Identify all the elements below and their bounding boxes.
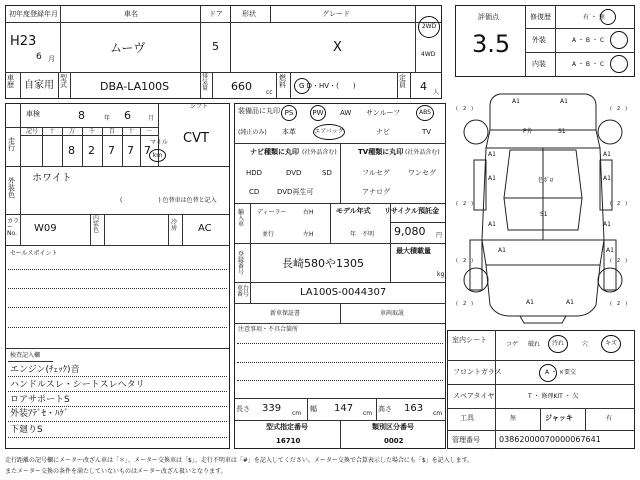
equip-airbag-circle: エアバック	[313, 124, 345, 140]
width-unit: cm	[363, 410, 373, 417]
inspector-note: ハンドルスレ・シートスレヘタリ	[10, 380, 145, 390]
insp-month: 6	[124, 109, 131, 122]
repair-opts: 有 ・ 無	[583, 14, 605, 21]
mile-label: マイル	[150, 139, 168, 146]
diag-paren: ( 2 )	[610, 201, 628, 207]
km-circle: km	[149, 149, 166, 162]
tv-sub: (社外品含む)	[405, 149, 440, 156]
sales-label: セールスポイント	[10, 250, 58, 257]
jack-value: 有	[606, 415, 613, 422]
mileage-digit: 2	[88, 144, 95, 157]
capacity-value: 4	[420, 80, 427, 93]
height-value: 163	[404, 403, 424, 414]
inspector-note: エンジン(ﾁｪｯｸ)音	[10, 365, 80, 375]
drive-4wd: 4WD	[421, 51, 436, 58]
navi-sub: (社外品含む)	[302, 149, 337, 156]
car-damage-diagram	[450, 90, 638, 326]
inspection-label: 車検	[26, 110, 40, 118]
vin-label: 車台番号	[237, 285, 250, 298]
disp-label: 排気量	[202, 73, 209, 92]
manual-label: 車両取説	[380, 310, 405, 317]
inspector-note: 外装ｱﾃﾞｾ・ﾊｹﾞ	[10, 409, 69, 419]
diagram-mark: A1	[488, 175, 496, 182]
interior-label: 内装色	[93, 215, 100, 234]
rhd-option: 右H	[303, 209, 314, 216]
kg-unit: kg	[437, 271, 445, 278]
mgmt-value: 03862000070000067641	[499, 435, 601, 444]
equip-sub: (純正のみ)	[238, 129, 267, 136]
ac-label: 冷房	[171, 219, 178, 232]
first-reg-year: H23	[10, 34, 37, 49]
inspector-note: 下廻りS	[10, 425, 43, 435]
tv-label: TV種類に丸印	[358, 148, 404, 156]
color-change-note: ( ) 色替車は色替と記入	[120, 197, 217, 204]
spare-opts: T ・ 修理KIT ・ 欠	[528, 393, 579, 400]
navi-item: HDD	[246, 169, 263, 177]
capacity-unit: 人	[433, 89, 440, 96]
mileage-digit: 7	[144, 144, 151, 157]
footer-note-1: 走行距離の記号欄にメーター改ざん車は「＊」、メーター交換車は「$」、走行不明車は「#」を記入してください。メーター交換で合算表示した場合にも「$」を記入します。	[5, 457, 474, 464]
drive-2wd-circle: 2WD	[418, 16, 440, 38]
footer-note-2: またメーター交換の条件を満たしていないものはメーター改ざん扱いとなります。	[5, 468, 227, 475]
tv-item: ワンセグ	[408, 169, 436, 177]
diagram-mark: A1	[603, 175, 611, 182]
mileage-digit: 8	[68, 144, 75, 157]
mileage-digit: 7	[127, 144, 134, 157]
vin-value: LA100S-0044307	[300, 287, 387, 298]
seat-dirty-circle: 汚れ	[548, 335, 568, 353]
color-value: ホワイト	[32, 173, 72, 184]
width-value: 147	[334, 403, 354, 414]
digit-header: 記号	[26, 128, 39, 135]
equip-tv: TV	[422, 128, 432, 136]
caution-label: 注意事項・不具合箇所	[238, 326, 299, 333]
mileage-digit: 7	[108, 144, 115, 157]
diagram-mark: A1	[560, 98, 568, 105]
inspector-label: 検査記入欄	[10, 352, 41, 359]
int-grade-circle	[610, 55, 628, 73]
length-label: 長さ	[236, 405, 250, 413]
shift-label: シフト	[190, 103, 209, 110]
max-load-label: 最大積載量	[396, 247, 431, 255]
ext-label: 外装	[532, 36, 546, 44]
windshield-opts: A ・ ×要交	[545, 369, 576, 376]
recycle-label: リサイクル預託金	[384, 207, 440, 215]
digit-header: 百	[109, 128, 116, 135]
navi-item: CD	[249, 188, 260, 196]
shift-value: CVT	[183, 131, 209, 146]
height-unit: cm	[433, 410, 443, 417]
shape-label: 形状	[242, 10, 256, 18]
digit-header: 十	[128, 128, 135, 135]
fuel-options: G D・HV・( )	[299, 82, 356, 90]
fuel-label: 燃料	[279, 74, 286, 89]
diagram-mark: A1	[603, 221, 611, 228]
inspector-note: ロアサポートS	[10, 395, 70, 405]
year-unit: 年	[104, 115, 111, 122]
diagram-mark: A1	[526, 299, 534, 306]
diagram-mark: A1	[603, 151, 611, 158]
tv-item: フルセグ	[362, 169, 390, 177]
digit-header: 万	[69, 128, 76, 135]
equip-leather: 本革	[282, 128, 296, 136]
plate-label: 登録番号	[238, 251, 245, 276]
diag-paren: ( 2 )	[456, 201, 474, 207]
navi-item: SD	[322, 169, 332, 177]
diagram-mark: A1	[498, 247, 506, 254]
diag-paren: ( 2 )	[456, 301, 474, 307]
navi-item: DVD再生可	[277, 188, 314, 196]
first-reg-month: 6	[36, 52, 42, 62]
color-no: W09	[34, 223, 57, 234]
equip-pw-circle: PW	[310, 105, 326, 121]
model-label: 型式	[60, 74, 67, 89]
insp-year: 8	[78, 109, 85, 122]
car-name-label: 車名	[124, 10, 138, 18]
class-label: 類別区分番号	[372, 423, 414, 431]
score-label: 評価点	[478, 13, 499, 21]
navi-item: DVD	[286, 169, 302, 177]
type-cert-label: 型式指定番号	[266, 423, 308, 431]
warranty-label: 新車保証書	[270, 310, 301, 317]
color-label: 外装色	[8, 177, 15, 199]
diag-paren: ( 2 )	[456, 258, 474, 264]
equip-abs-circle: ABS	[416, 105, 434, 121]
seat-scratch-circle: キズ	[601, 335, 621, 353]
recycle-value: 9,080	[394, 225, 426, 238]
model-code: DBA-LA100S	[100, 80, 170, 93]
displacement: 660	[231, 80, 252, 93]
digit-header: 一	[146, 128, 153, 135]
type-cert-value: 16710	[276, 437, 301, 445]
jack-label: ジャッキ	[545, 414, 573, 422]
disp-unit: cc	[266, 89, 273, 96]
diag-paren: ( 2 )	[456, 106, 474, 112]
diagram-mark: A1	[512, 98, 520, 105]
diagram-mark: S1	[558, 128, 566, 135]
digit-header: 十	[49, 128, 56, 135]
interior-seat-label: 室内シート	[452, 336, 487, 344]
car-name: ムーヴ	[110, 41, 146, 55]
grade-label: グレード	[322, 10, 350, 18]
color-no-label: カラーNo.	[7, 218, 20, 237]
equip-navi: ナビ	[376, 128, 390, 136]
equip-label: 装備品に丸印	[238, 107, 280, 115]
capacity-label: 定員	[399, 74, 406, 89]
seat-opt: 穴	[582, 341, 589, 348]
equip-ps-circle: PS	[281, 105, 297, 121]
seat-opt: 破れ	[528, 341, 541, 348]
diagram-mark: S1	[540, 211, 548, 218]
diagram-mark: A1	[566, 299, 574, 306]
spare-label: スペアタイヤ	[453, 392, 495, 400]
digit-header: 千	[89, 128, 96, 135]
int-opts: A ・ B ・ C	[572, 61, 605, 68]
diagram-mark: 色ﾎﾞﾛ	[538, 177, 554, 184]
equip-sunroof: サンルーフ	[366, 109, 401, 117]
doors-label: ドア	[209, 10, 223, 18]
repair-none-circle	[600, 9, 616, 25]
dealer-option: ディーラー	[257, 209, 287, 216]
diagram-mark: A1	[606, 247, 614, 254]
class-value: 0002	[384, 437, 404, 445]
tools-value: 無	[510, 415, 517, 422]
diag-paren: ( 2 )	[610, 301, 628, 307]
import-label: 輸入車	[238, 209, 245, 228]
repair-label: 修復歴	[530, 13, 551, 21]
doors-value: 5	[212, 40, 219, 53]
navi-label: ナビ種類に丸印	[250, 148, 299, 156]
plate-value: 長崎580や1305	[282, 257, 364, 270]
grade-value: X	[333, 40, 342, 55]
reg-label: 車歴	[7, 74, 14, 89]
equip-aw: AW	[340, 109, 352, 117]
length-value: 339	[262, 403, 282, 414]
width-label: 幅	[310, 405, 317, 413]
tools-label: 工具	[460, 414, 474, 422]
model-year-label: モデル年式	[336, 207, 371, 215]
yen-unit: 円	[436, 232, 443, 239]
diag-paren: ( 2 )	[610, 106, 628, 112]
length-unit: cm	[292, 410, 302, 417]
model-year-value: 年 不明	[350, 231, 375, 238]
month-unit-2: 月	[148, 115, 155, 122]
reg-value: 自家用	[24, 80, 54, 91]
diagram-mark: P外	[523, 128, 533, 135]
height-label: 高さ	[378, 405, 392, 413]
diagram-mark: A1	[488, 221, 496, 228]
int-label: 内装	[532, 60, 546, 68]
ac-value: AC	[198, 223, 212, 234]
month-unit: 月	[48, 55, 55, 63]
mileage-label: 走行	[8, 137, 15, 152]
mgmt-label: 管理番号	[452, 436, 480, 444]
lhd-option: 左H	[303, 231, 314, 238]
tv-item: アナログ	[362, 188, 390, 196]
windshield-label: フロントガラス	[453, 368, 502, 376]
parallel-option: 並行	[262, 231, 275, 238]
diagram-mark: A1	[488, 151, 496, 158]
score-value: 3.5	[472, 30, 511, 58]
first-reg-label: 初年度登録年月	[9, 10, 58, 18]
diag-paren: ( 2 )	[610, 258, 628, 264]
seat-opt: コゲ	[506, 341, 519, 348]
ext-grade-circle	[610, 31, 628, 49]
ext-opts: A ・ B ・ C	[572, 37, 605, 44]
